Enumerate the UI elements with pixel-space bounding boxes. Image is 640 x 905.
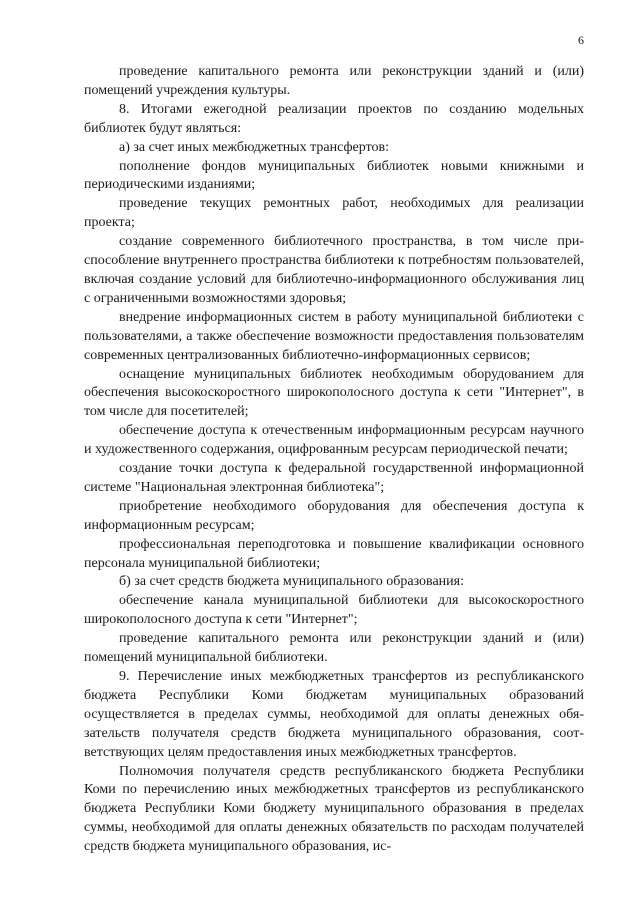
paragraph: оснащение муниципальных библиотек необходимым оборудованием для обеспечения высокоскоростного широкополосного доступа к сети "Интернет", в том числе для посетителей; (84, 366, 584, 420)
paragraph: Полномочия получателя средств республиканского бюджета Республики Коми по перечислению иных межбюджетных трансфертов из республиканского бюджета Республики Коми бюджету муниципального образования в пределах суммы, необходимой для оплаты денежных обязательств по расходам получателей средств бюджета муниципального образования, ис- (84, 763, 584, 855)
paragraph: обеспечение канала муниципальной библиотеки для высокоскоростного широкополосного доступа к сети "Интернет"; (84, 593, 584, 628)
paragraph: создание точки доступа к федеральной государственной информационной системе "Национальная электронная библиотека"; (84, 461, 584, 495)
paragraph: приобретение необходимого оборудования для обеспечения доступа к информационным ресурсам; (84, 498, 584, 533)
paragraph: обеспечение доступа к отечественным информационным ресурсам научного и художественного содержания, оцифрованным ресурсам периодической печати; (84, 423, 584, 458)
paragraph: проведение капитального ремонта или реконструкции зданий и (или) помещений муниципальной библиотеки. (84, 631, 584, 666)
paragraph: 8. Итогами ежегодной реализации проектов по созданию модельных библиотек будут являться: (84, 101, 584, 136)
document-body (84, 63, 584, 857)
paragraph: а) за счет иных межбюджетных трансфертов: (119, 139, 390, 155)
paragraph: проведение капитального ремонта или реконструкции зданий и (или) помещений учреждения культуры. (84, 64, 584, 98)
paragraph: создание современного библиотечного пространства, в том числе приспособление внутреннего пространства библиотеки к потребностям пользователей, включая создание условий для библиотечно-информационного обслуживания лиц с ограниченными возможностями здоровья; (84, 234, 584, 306)
paragraph: пополнение фондов муниципальных библиотек новыми книжными и периодическими изданиями; (84, 158, 584, 193)
paragraph: 9. Перечисление иных межбюджетных трансфертов из республиканского бюджета Республики Коми бюджетам муниципальных образований осуществляется в пределах суммы, необходимой для оплаты денежных обязательств получателя средств бюджета муниципального образования, соответствующих целям предоставления иных межбюджетных трансфертов. (84, 669, 584, 760)
paragraph: внедрение информационных систем в работу муниципальной библиотеки с пользователями, а также обеспечение возможности предоставления пользователям современных централизованных библиотечно-информационных сервисов; (84, 309, 584, 363)
paragraph: профессиональная переподготовка и повышение квалификации основного персонала муниципальной библиотеки; (84, 536, 584, 571)
paragraph: б) за счет средств бюджета муниципального образования: (119, 574, 464, 590)
page-number: 6 (578, 33, 584, 47)
paragraph: проведение текущих ремонтных работ, необходимых для реализации проекта; (84, 196, 584, 231)
